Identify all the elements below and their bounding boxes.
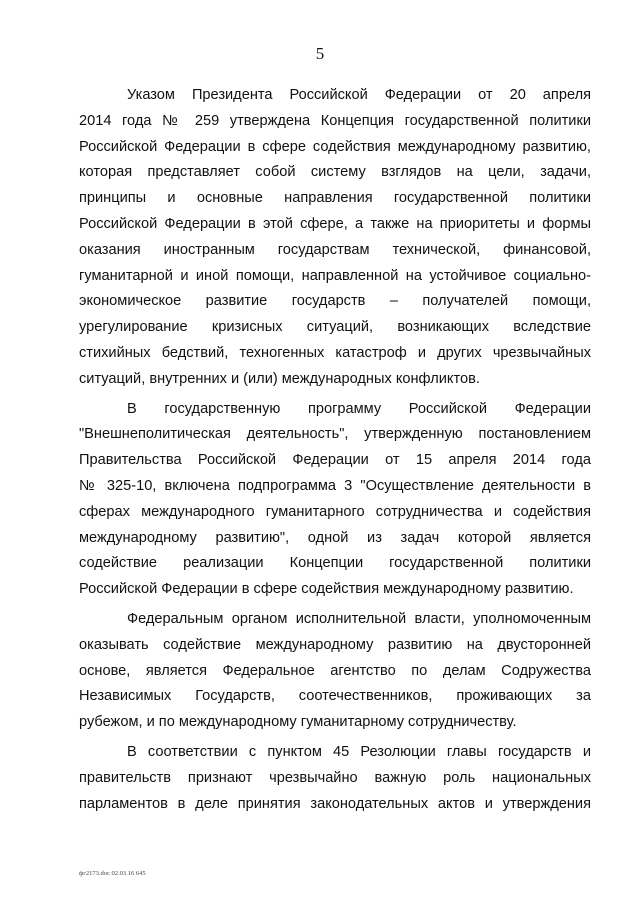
text-line: Российской Федерации в сфере содействия международному развитию,	[79, 138, 591, 155]
text-line: правительств признают чрезвычайно важную роль национальных	[79, 769, 591, 786]
text-line: № 325-10, включена подпрограмма 3 "Осуществление деятельности в	[79, 477, 591, 494]
text-line: ситуаций, внутренних и (или) международных конфликтов.	[79, 370, 480, 387]
text-line: В соответствии с пунктом 45 Резолюции главы государств и	[127, 743, 591, 760]
text-line: Российской Федерации в этой сфере, а также на приоритеты и формы	[79, 215, 591, 232]
paragraph	[79, 397, 591, 603]
paragraph	[79, 83, 591, 393]
text-line: гуманитарной и иной помощи, направленной на устойчивое социально-	[79, 267, 591, 284]
text-line: оказывать содействие международному развитию на двусторонней	[79, 636, 591, 653]
text-line: В государственную программу Российской Федерации	[127, 400, 591, 417]
text-line: рубежом, и по международному гуманитарному сотрудничеству.	[79, 714, 517, 731]
text-line: урегулирование кризисных ситуаций, возникающих вследствие	[79, 319, 591, 336]
text-line: "Внешнеполитическая деятельность", утвержденную постановлением	[79, 426, 591, 443]
text-line: Независимых Государств, соотечественников, проживающих за	[79, 688, 591, 705]
text-line: основе, является Федеральное агентство по делам Содружества	[79, 662, 591, 679]
file-info-footer: фг2173.doc 02.03.16 645	[79, 870, 146, 877]
text-line: принципы и основные направления государственной политики	[79, 190, 591, 207]
text-line: 2014 года № 259 утверждена Концепция государственной политики	[79, 112, 591, 129]
paragraph	[79, 740, 591, 817]
paragraph	[79, 607, 591, 736]
text-line: экономическое развитие государств – получателей помощи,	[79, 293, 591, 310]
page-number: 5	[315, 44, 325, 63]
text-line: Российской Федерации в сфере содействия международному развитию.	[79, 581, 574, 598]
text-line: парламентов в деле принятия законодательных актов и утверждения	[79, 795, 591, 812]
text-line: оказания иностранным государствам технической, финансовой,	[79, 241, 591, 258]
text-line: которая представляет собой систему взглядов на цели, задачи,	[79, 164, 591, 181]
text-line: содействие реализации Концепции государственной политики	[79, 555, 591, 572]
text-line: Федеральным органом исполнительной власти, уполномоченным	[127, 610, 591, 627]
text-line: стихийных бедствий, техногенных катастроф и других чрезвычайных	[79, 344, 591, 361]
text-line: сферах международного гуманитарного сотрудничества и содействия	[79, 503, 591, 520]
text-line: Указом Президента Российской Федерации от 20 апреля	[127, 87, 591, 103]
text-line: международному развитию", одной из задач которой является	[79, 529, 591, 546]
document-body	[79, 83, 591, 817]
text-line: Правительства Российской Федерации от 15 апреля 2014 года	[79, 452, 591, 469]
